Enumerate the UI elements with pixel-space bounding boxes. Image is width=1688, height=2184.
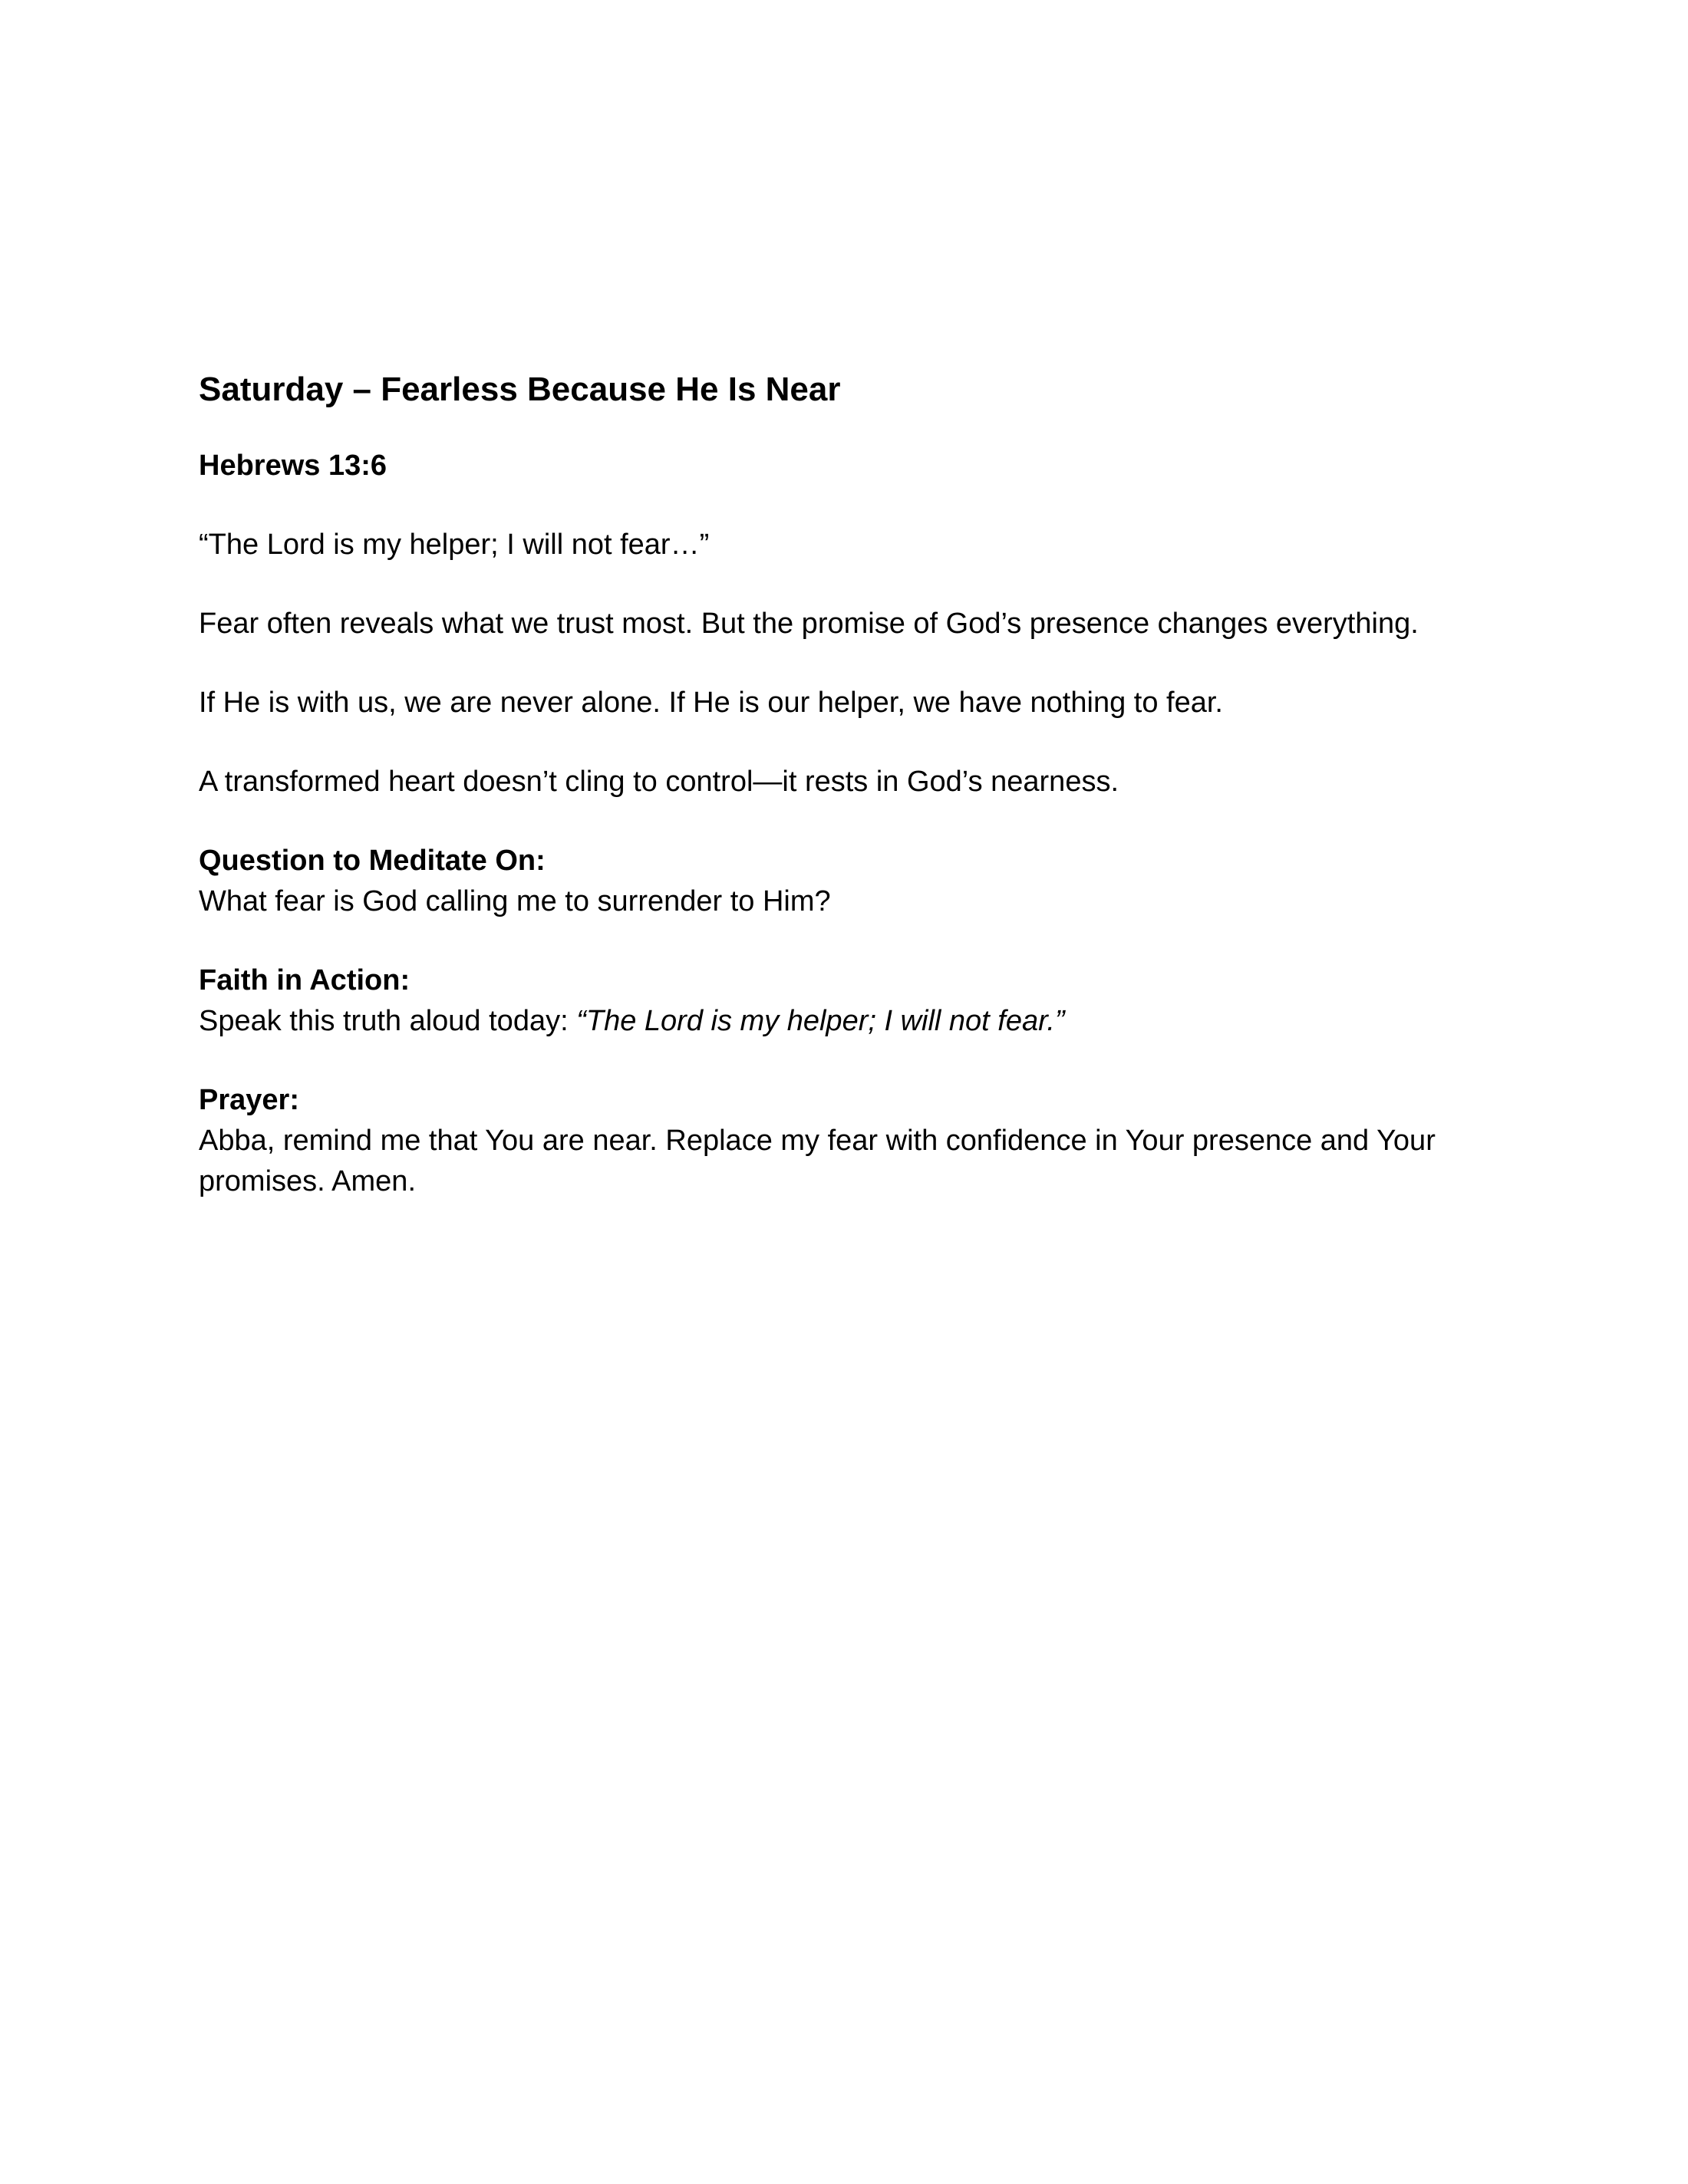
body-paragraph-1: Fear often reveals what we trust most. But the promise of God’s presence changes everything. xyxy=(199,608,1419,640)
faith-action-text xyxy=(199,1001,1503,1042)
scripture-reference: Hebrews 13:6 xyxy=(199,450,387,482)
devotional-content xyxy=(199,367,1503,1240)
prayer-text: Abba, remind me that You are near. Replace my fear with confidence in Your presence and Your promises. Amen. xyxy=(199,1125,1436,1197)
faith-action-label: Faith in Action: xyxy=(199,964,410,996)
meditation-section xyxy=(199,841,1503,922)
page-title: Saturday – Fearless Because He Is Near xyxy=(199,371,841,408)
body-paragraph-3: A transformed heart doesn’t cling to control—it rests in God’s nearness. xyxy=(199,766,1119,798)
meditation-label: Question to Meditate On: xyxy=(199,845,546,877)
meditation-question: What fear is God calling me to surrender to Him? xyxy=(199,885,831,917)
faith-action-quote: “The Lord is my helper; I will not fear.” xyxy=(576,1005,1065,1037)
body-paragraph-2: If He is with us, we are never alone. If He is our helper, we have nothing to fear. xyxy=(199,687,1223,719)
prayer-label: Prayer: xyxy=(199,1084,299,1116)
prayer-section xyxy=(199,1080,1503,1202)
faith-action-prefix: Speak this truth aloud today: xyxy=(199,1005,577,1037)
scripture-verse: “The Lord is my helper; I will not fear…” xyxy=(199,529,710,561)
faith-action-section xyxy=(199,960,1503,1042)
